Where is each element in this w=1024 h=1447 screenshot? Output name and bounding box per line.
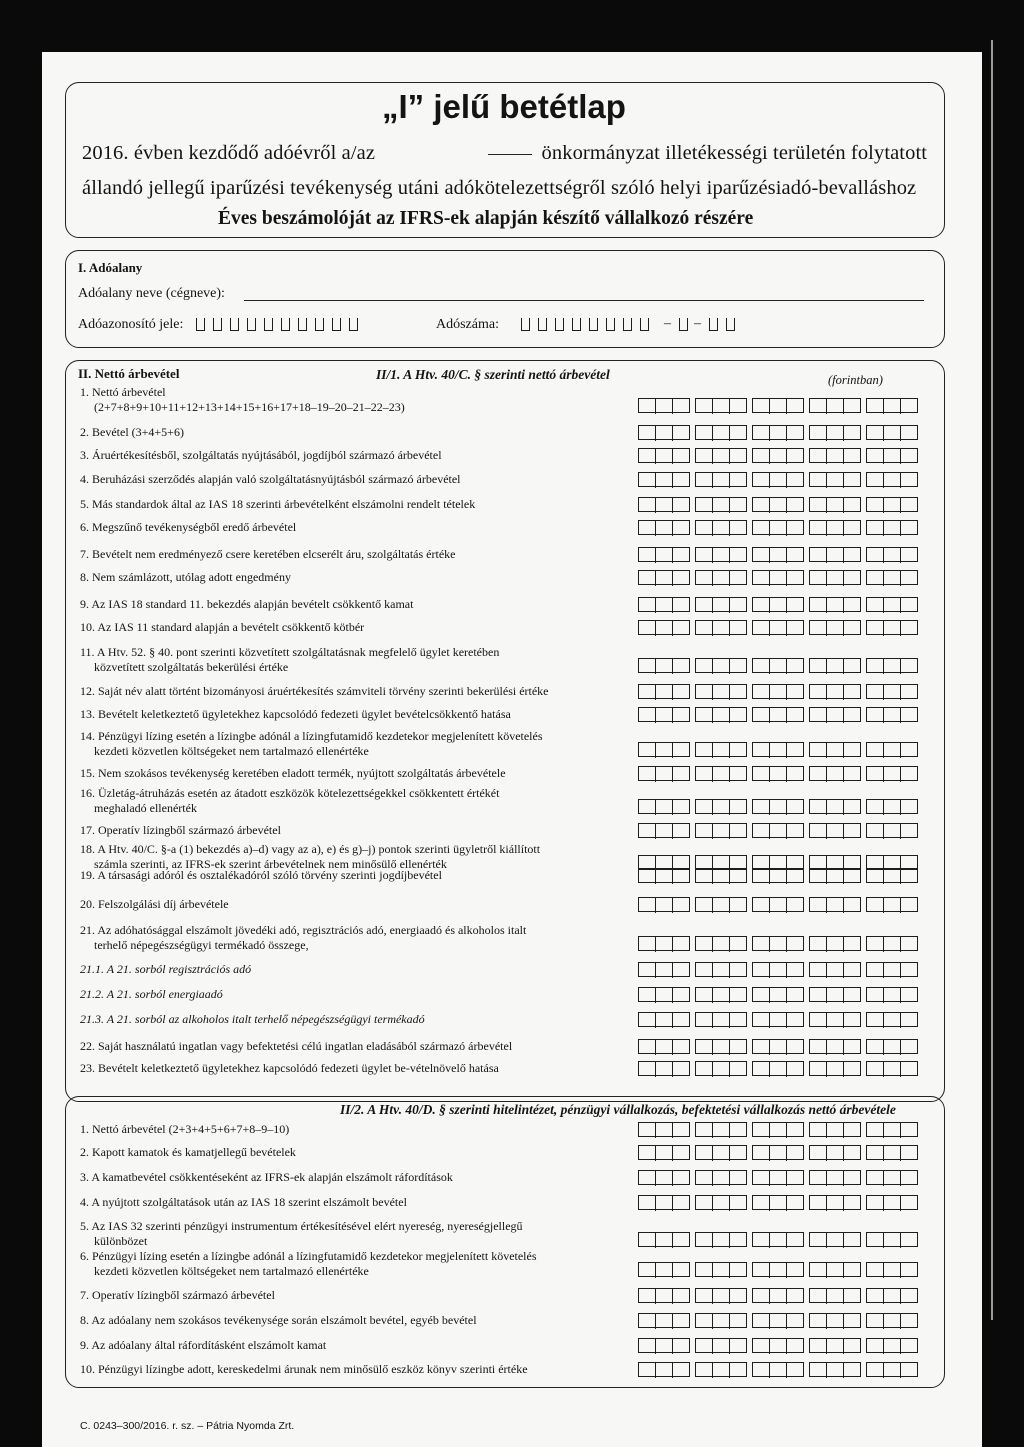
header-line-1-start: 2016. évben kezdődő adóévről a/az: [82, 142, 376, 164]
revenue-row-amount-field-10[interactable]: [638, 620, 920, 636]
revenue-row-amount-field-21[interactable]: [638, 936, 920, 952]
revenue-row-amount-field-15[interactable]: [638, 766, 920, 782]
unit-label: (forintban): [828, 373, 883, 387]
revenue-row-label-11: 11. A Htv. 52. § 40. pont szerinti közvetített szolgáltatásnak megfelelő ügylet keretében: [80, 645, 500, 659]
revenue-row-amount-field-20[interactable]: [638, 897, 920, 913]
section-taxpayer-title: I. Adóalany: [78, 260, 143, 275]
revenue-row-amount-field-19[interactable]: [638, 868, 920, 884]
revenue-row-label-15: 15. Nem szokásos tevékenység keretében eladott termék, nyújtott szolgáltatás árbevétele: [80, 766, 506, 780]
revenue-row-amount-field-23[interactable]: [638, 987, 920, 1003]
revenue-row-label-1: 1. Nettó árbevétel: [80, 385, 166, 399]
revenue-row-label-24: 21.3. A 21. sorból az alkoholos italt terhelő népegészségügyi termékadó: [80, 1012, 425, 1026]
revenue-row-label-25: 22. Saját használatú ingatlan vagy befektetési célú ingatlan eladásából származó árbevétel: [80, 1039, 513, 1053]
revenue-row-amount-field-9[interactable]: [638, 597, 920, 613]
financial-row-label-6: 6. Pénzügyi lízing esetén a lízingbe adónál a lízingfutamidő kezdetekor megjelenített követelés: [80, 1249, 537, 1263]
revenue-row-label-8: 8. Nem számlázott, utólag adott engedmény: [80, 570, 291, 584]
revenue-row-label-4: 4. Beruházási szerződés alapján való szolgáltatásnyújtásból származó árbevétel: [80, 472, 461, 486]
header-line-3: Éves beszámolóját az IFRS-ek alapján készítő vállalkozó részére: [218, 208, 754, 229]
header-line-1: [82, 142, 927, 165]
financial-row-label-4: 4. A nyújtott szolgáltatások után az IAS 18 szerint elszámolt bevétel: [80, 1195, 407, 1209]
financial-row-label-cont-5: különbözet: [94, 1234, 148, 1248]
tax-id-label: Adóazonosító jele:: [78, 317, 184, 332]
revenue-row-amount-field-7[interactable]: [638, 547, 920, 563]
revenue-row-label-cont-14: kezdeti közvetlen költségeket nem tartalmazó ellenértéke: [94, 744, 369, 758]
tax-number-boxes[interactable]: [521, 318, 661, 332]
revenue-row-amount-field-6[interactable]: [638, 520, 920, 536]
financial-row-amount-field-10[interactable]: [638, 1362, 920, 1378]
financial-row-label-3: 3. A kamatbevétel csökkentéseként az IFRS-ek alapján elszámolt ráfordítások: [80, 1170, 453, 1184]
financial-row-amount-field-1[interactable]: [638, 1122, 920, 1138]
revenue-row-amount-field-26[interactable]: [638, 1061, 920, 1077]
revenue-row-label-26: 23. Bevételt keletkeztető ügyletekhez kapcsolódó fedezeti ügylet be-vételnövelő hatása: [80, 1061, 499, 1075]
revenue-row-amount-field-4[interactable]: [638, 472, 920, 488]
page-title: „I” jelű betétlap: [382, 88, 626, 125]
tax-number-county-boxes[interactable]: [709, 318, 739, 332]
revenue-row-label-2: 2. Bevétel (3+4+5+6): [80, 425, 184, 439]
revenue-row-amount-field-13[interactable]: [638, 707, 920, 723]
revenue-row-label-6: 6. Megszűnő tevékenységből eredő árbevétel: [80, 520, 297, 534]
financial-row-label-2: 2. Kapott kamatok és kamatjellegű bevételek: [80, 1145, 296, 1159]
financial-row-amount-field-5[interactable]: [638, 1232, 920, 1248]
financial-row-label-5: 5. Az IAS 32 szerinti pénzügyi instrumentum értékesítésével elért nyereség, nyereségjellegű: [80, 1219, 523, 1233]
revenue-row-amount-field-5[interactable]: [638, 497, 920, 513]
revenue-row-amount-field-16[interactable]: [638, 799, 920, 815]
revenue-row-amount-field-8[interactable]: [638, 570, 920, 586]
financial-row-amount-field-3[interactable]: [638, 1170, 920, 1186]
revenue-row-label-18: 18. A Htv. 40/C. §-a (1) bekezdés a)–d) vagy az a), e) és g)–j) pontok szerinti ügyletről kiállított: [80, 842, 541, 856]
form-code-footer: C. 0243–300/2016. r. sz. – Pátria Nyomda Zrt.: [80, 1420, 295, 1432]
financial-row-label-10: 10. Pénzügyi lízingbe adott, kereskedelmi árunak nem minősülő eszköz könyv szerinti értéke: [80, 1362, 528, 1376]
tax-number-label: Adószáma:: [436, 317, 499, 332]
financial-row-label-8: 8. Az adóalany nem szokásos tevékenysége során elszámolt bevétel, egyéb bevétel: [80, 1313, 477, 1327]
revenue-row-label-13: 13. Bevételt keletkeztető ügyletekhez kapcsolódó fedezeti ügylet bevételcsökkentő hatása: [80, 707, 511, 721]
revenue-row-label-21: 21. Az adóhatósággal elszámolt jövedéki adó, regisztrációs adó, energiaadó és alkoholos italt: [80, 923, 527, 937]
revenue-row-amount-field-22[interactable]: [638, 962, 920, 978]
revenue-row-label-9: 9. Az IAS 18 standard 11. bekezdés alapján bevételt csökkentő kamat: [80, 597, 414, 611]
financial-row-label-cont-6: kezdeti közvetlen költségeket nem tartalmazó ellenértéke: [94, 1264, 369, 1278]
page-edge-line: [991, 40, 993, 1320]
financial-row-amount-field-2[interactable]: [638, 1145, 920, 1161]
taxpayer-name-field[interactable]: [244, 300, 924, 301]
revenue-row-label-cont-11: közvetített szolgáltatás bekerülési értéke: [94, 660, 289, 674]
financial-row-amount-field-7[interactable]: [638, 1288, 920, 1304]
revenue-row-label-10: 10. Az IAS 11 standard alapján a bevételt csökkentő kötbér: [80, 620, 365, 634]
financial-row-label-7: 7. Operatív lízingből származó árbevétel: [80, 1288, 275, 1302]
taxpayer-name-label: Adóalany neve (cégneve):: [78, 286, 225, 301]
financial-row-amount-field-9[interactable]: [638, 1338, 920, 1354]
revenue-row-label-14: 14. Pénzügyi lízing esetén a lízingbe adónál a lízingfutamidő kezdetekor megjelenített követelés: [80, 729, 543, 743]
revenue-row-label-3: 3. Áruértékesítésből, szolgáltatás nyújtásából, jogdíjból származó árbevétel: [80, 448, 442, 462]
revenue-row-amount-field-24[interactable]: [638, 1012, 920, 1028]
revenue-row-label-7: 7. Bevételt nem eredményező csere keretében elcserélt áru, szolgáltatás értéke: [80, 547, 456, 561]
revenue-row-label-5: 5. Más standardok által az IAS 18 szerinti árbevételként elszámolni rendelt tételek: [80, 497, 476, 511]
tax-id-boxes[interactable]: [196, 318, 366, 332]
financial-row-amount-field-4[interactable]: [638, 1195, 920, 1211]
financial-row-label-1: 1. Nettó árbevétel (2+3+4+5+6+7+8–9–10): [80, 1122, 290, 1136]
revenue-row-amount-field-2[interactable]: [638, 425, 920, 441]
revenue-row-label-19: 19. A társasági adóról és osztalékadóról szóló törvény szerinti jogdíjbevétel: [80, 868, 442, 882]
revenue-row-label-22: 21.1. A 21. sorból regisztrációs adó: [80, 962, 252, 976]
section-revenue-title: II. Nettó árbevétel: [78, 366, 180, 381]
revenue-row-label-cont-16: meghaladó ellenérték: [94, 801, 197, 815]
revenue-row-label-cont-18: számla szerinti, az IFRS-ek szerint árbevételnek nem minősülő ellenérték: [94, 857, 447, 871]
revenue-row-amount-field-25[interactable]: [638, 1039, 920, 1055]
financial-row-amount-field-8[interactable]: [638, 1313, 920, 1329]
revenue-row-label-17: 17. Operatív lízingből származó árbevétel: [80, 823, 281, 837]
section-revenue-subtitle: II/1. A Htv. 40/C. § szerinti nettó árbevétel: [376, 367, 610, 382]
revenue-row-label-12: 12. Saját név alatt történt bizományosi áruértékesítés számviteli törvény szerinti bekerülési értéke: [80, 684, 549, 698]
municipality-field[interactable]: [488, 154, 532, 155]
tax-number-vat-box[interactable]: [679, 318, 691, 332]
revenue-row-amount-field-17[interactable]: [638, 823, 920, 839]
financial-row-label-9: 9. Az adóalany által ráfordításként elszámolt kamat: [80, 1338, 327, 1352]
revenue-row-amount-field-11[interactable]: [638, 658, 920, 674]
revenue-row-amount-field-3[interactable]: [638, 448, 920, 464]
revenue-row-amount-field-12[interactable]: [638, 684, 920, 700]
header-line-1-end: önkormányzat illetékességi területén folytatott: [541, 142, 928, 164]
revenue-row-label-16: 16. Üzletág-átruházás esetén az átadott eszközök kötelezettségekkel csökkentett értékét: [80, 786, 500, 800]
revenue-row-amount-field-14[interactable]: [638, 742, 920, 758]
revenue-row-label-cont-21: terhelő népegészségügyi termékadó összege,: [94, 938, 309, 952]
section-financial-subtitle: II/2. A Htv. 40/D. § szerinti hitelintézet, pénzügyi vállalkozás, befektetési vállalkozás nettó árbevétele: [340, 1102, 896, 1117]
revenue-row-label-23: 21.2. A 21. sorból energiaadó: [80, 987, 223, 1001]
tax-number-dash-2: –: [694, 316, 701, 331]
financial-row-amount-field-6[interactable]: [638, 1262, 920, 1278]
revenue-row-label-cont-1: (2+7+8+9+10+11+12+13+14+15+16+17+18–19–20–21–22–23): [94, 400, 405, 414]
revenue-row-amount-field-1[interactable]: [638, 398, 920, 414]
tax-number-dash-1: –: [664, 316, 671, 331]
header-line-2: állandó jellegű iparűzési tevékenység utáni adókötelezettségről szóló helyi iparűzésiadó-bevalláshoz: [82, 177, 917, 199]
revenue-row-label-20: 20. Felszolgálási díj árbevétele: [80, 897, 229, 911]
